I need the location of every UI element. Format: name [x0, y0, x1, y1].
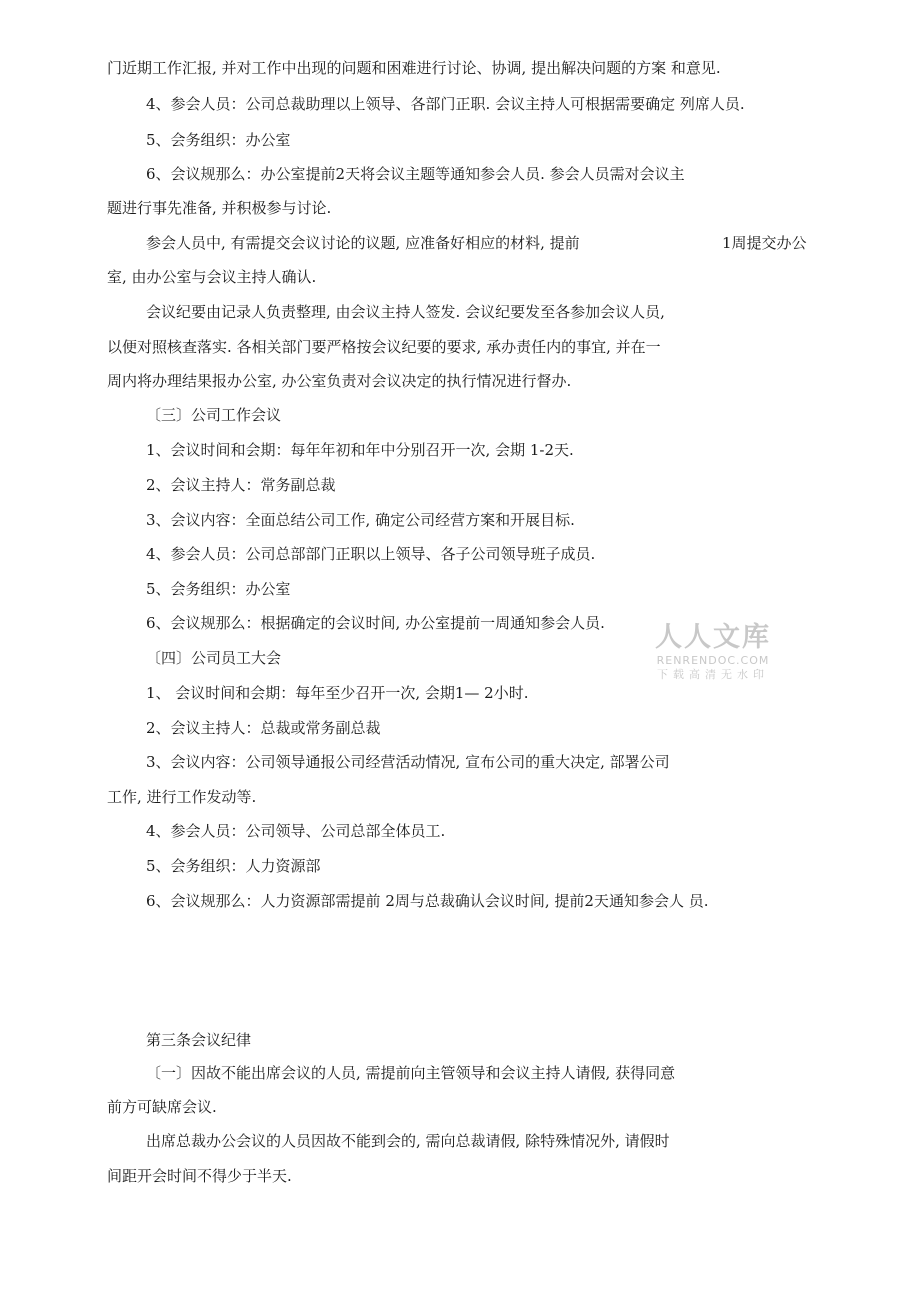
paragraph-line: 5、会务组织：办公室	[146, 131, 291, 149]
paragraph-line: 3、会议内容：公司领导通报公司经营活动情况, 宣布公司的重大决定, 部署公司	[146, 753, 670, 771]
watermark-logo	[648, 622, 778, 682]
paragraph-line: 3、会议内容：全面总结公司工作, 确定公司经营方案和开展目标.	[146, 511, 575, 529]
paragraph-line: 门近期工作汇报, 并对工作中出现的问题和困难进行讨论、协调, 提出解决问题的方案 和意见.	[107, 59, 721, 77]
paragraph-line: 间距开会时间不得少于半天.	[107, 1167, 292, 1185]
section-heading: 〔三〕公司工作会议	[146, 406, 282, 424]
paragraph-line: 1、 会议时间和会期：每年至少召开一次, 会期1— 2小时.	[146, 684, 529, 702]
paragraph-line: 6、会议规那么：人力资源部需提前 2周与总裁确认会议时间, 提前2天通知参会人 员.	[146, 892, 709, 910]
paragraph-line-tail: 1周提交办公	[722, 234, 807, 252]
paragraph-line: 2、会议主持人：总裁或常务副总裁	[146, 719, 381, 737]
paragraph-line: 出席总裁办公会议的人员因故不能到会的, 需向总裁请假, 除特殊情况外, 请假时	[146, 1132, 670, 1150]
paragraph-line: 1、会议时间和会期：每年年初和年中分别召开一次, 会期 1-2天.	[146, 441, 574, 459]
paragraph-line: 参会人员中, 有需提交会议讨论的议题, 应准备好相应的材料, 提前	[146, 234, 580, 252]
watermark-title: 人人文库	[655, 622, 771, 653]
paragraph-line: 5、会务组织：人力资源部	[146, 857, 321, 875]
paragraph-line: 4、参会人员：公司领导、公司总部全体员工.	[146, 822, 446, 840]
paragraph-line: 题进行事先准备, 并积极参与讨论.	[107, 199, 332, 217]
paragraph-line: 会议纪要由记录人负责整理, 由会议主持人签发. 会议纪要发至各参加会议人员,	[146, 303, 665, 321]
article-heading: 第三条会议纪律	[146, 1031, 252, 1049]
paragraph-line: 以便对照核查落实. 各相关部门要严格按会议纪要的要求, 承办责任内的事宜, 并在一	[107, 338, 661, 356]
paragraph-line: 4、参会人员：公司总部部门正职以上领导、各子公司领导班子成员.	[146, 545, 596, 563]
watermark-domain: RENRENDOC.COM	[656, 654, 770, 667]
paragraph-line: 6、会议规那么：根据确定的会议时间, 办公室提前一周通知参会人员.	[146, 614, 605, 632]
paragraph-line: 工作, 进行工作发动等.	[107, 788, 257, 806]
paragraph-line: 〔一〕因故不能出席会议的人员, 需提前向主管领导和会议主持人请假, 获得同意	[146, 1064, 676, 1082]
paragraph-line: 5、会务组织：办公室	[146, 580, 291, 598]
watermark-slogan: 下载高清无水印	[657, 668, 769, 681]
section-heading: 〔四〕公司员工大会	[146, 649, 282, 667]
paragraph-line: 周内将办理结果报办公室, 办公室负责对会议决定的执行情况进行督办.	[107, 372, 572, 390]
paragraph-line: 室, 由办公室与会议主持人确认.	[107, 268, 317, 286]
paragraph-line: 6、会议规那么：办公室提前2天将会议主题等通知参会人员. 参会人员需对会议主	[146, 165, 685, 183]
paragraph-line: 前方可缺席会议.	[107, 1098, 217, 1116]
paragraph-line: 2、会议主持人：常务副总裁	[146, 476, 336, 494]
paragraph-line: 4、参会人员：公司总裁助理以上领导、各部门正职. 会议主持人可根据需要确定 列席人员.	[146, 95, 745, 113]
